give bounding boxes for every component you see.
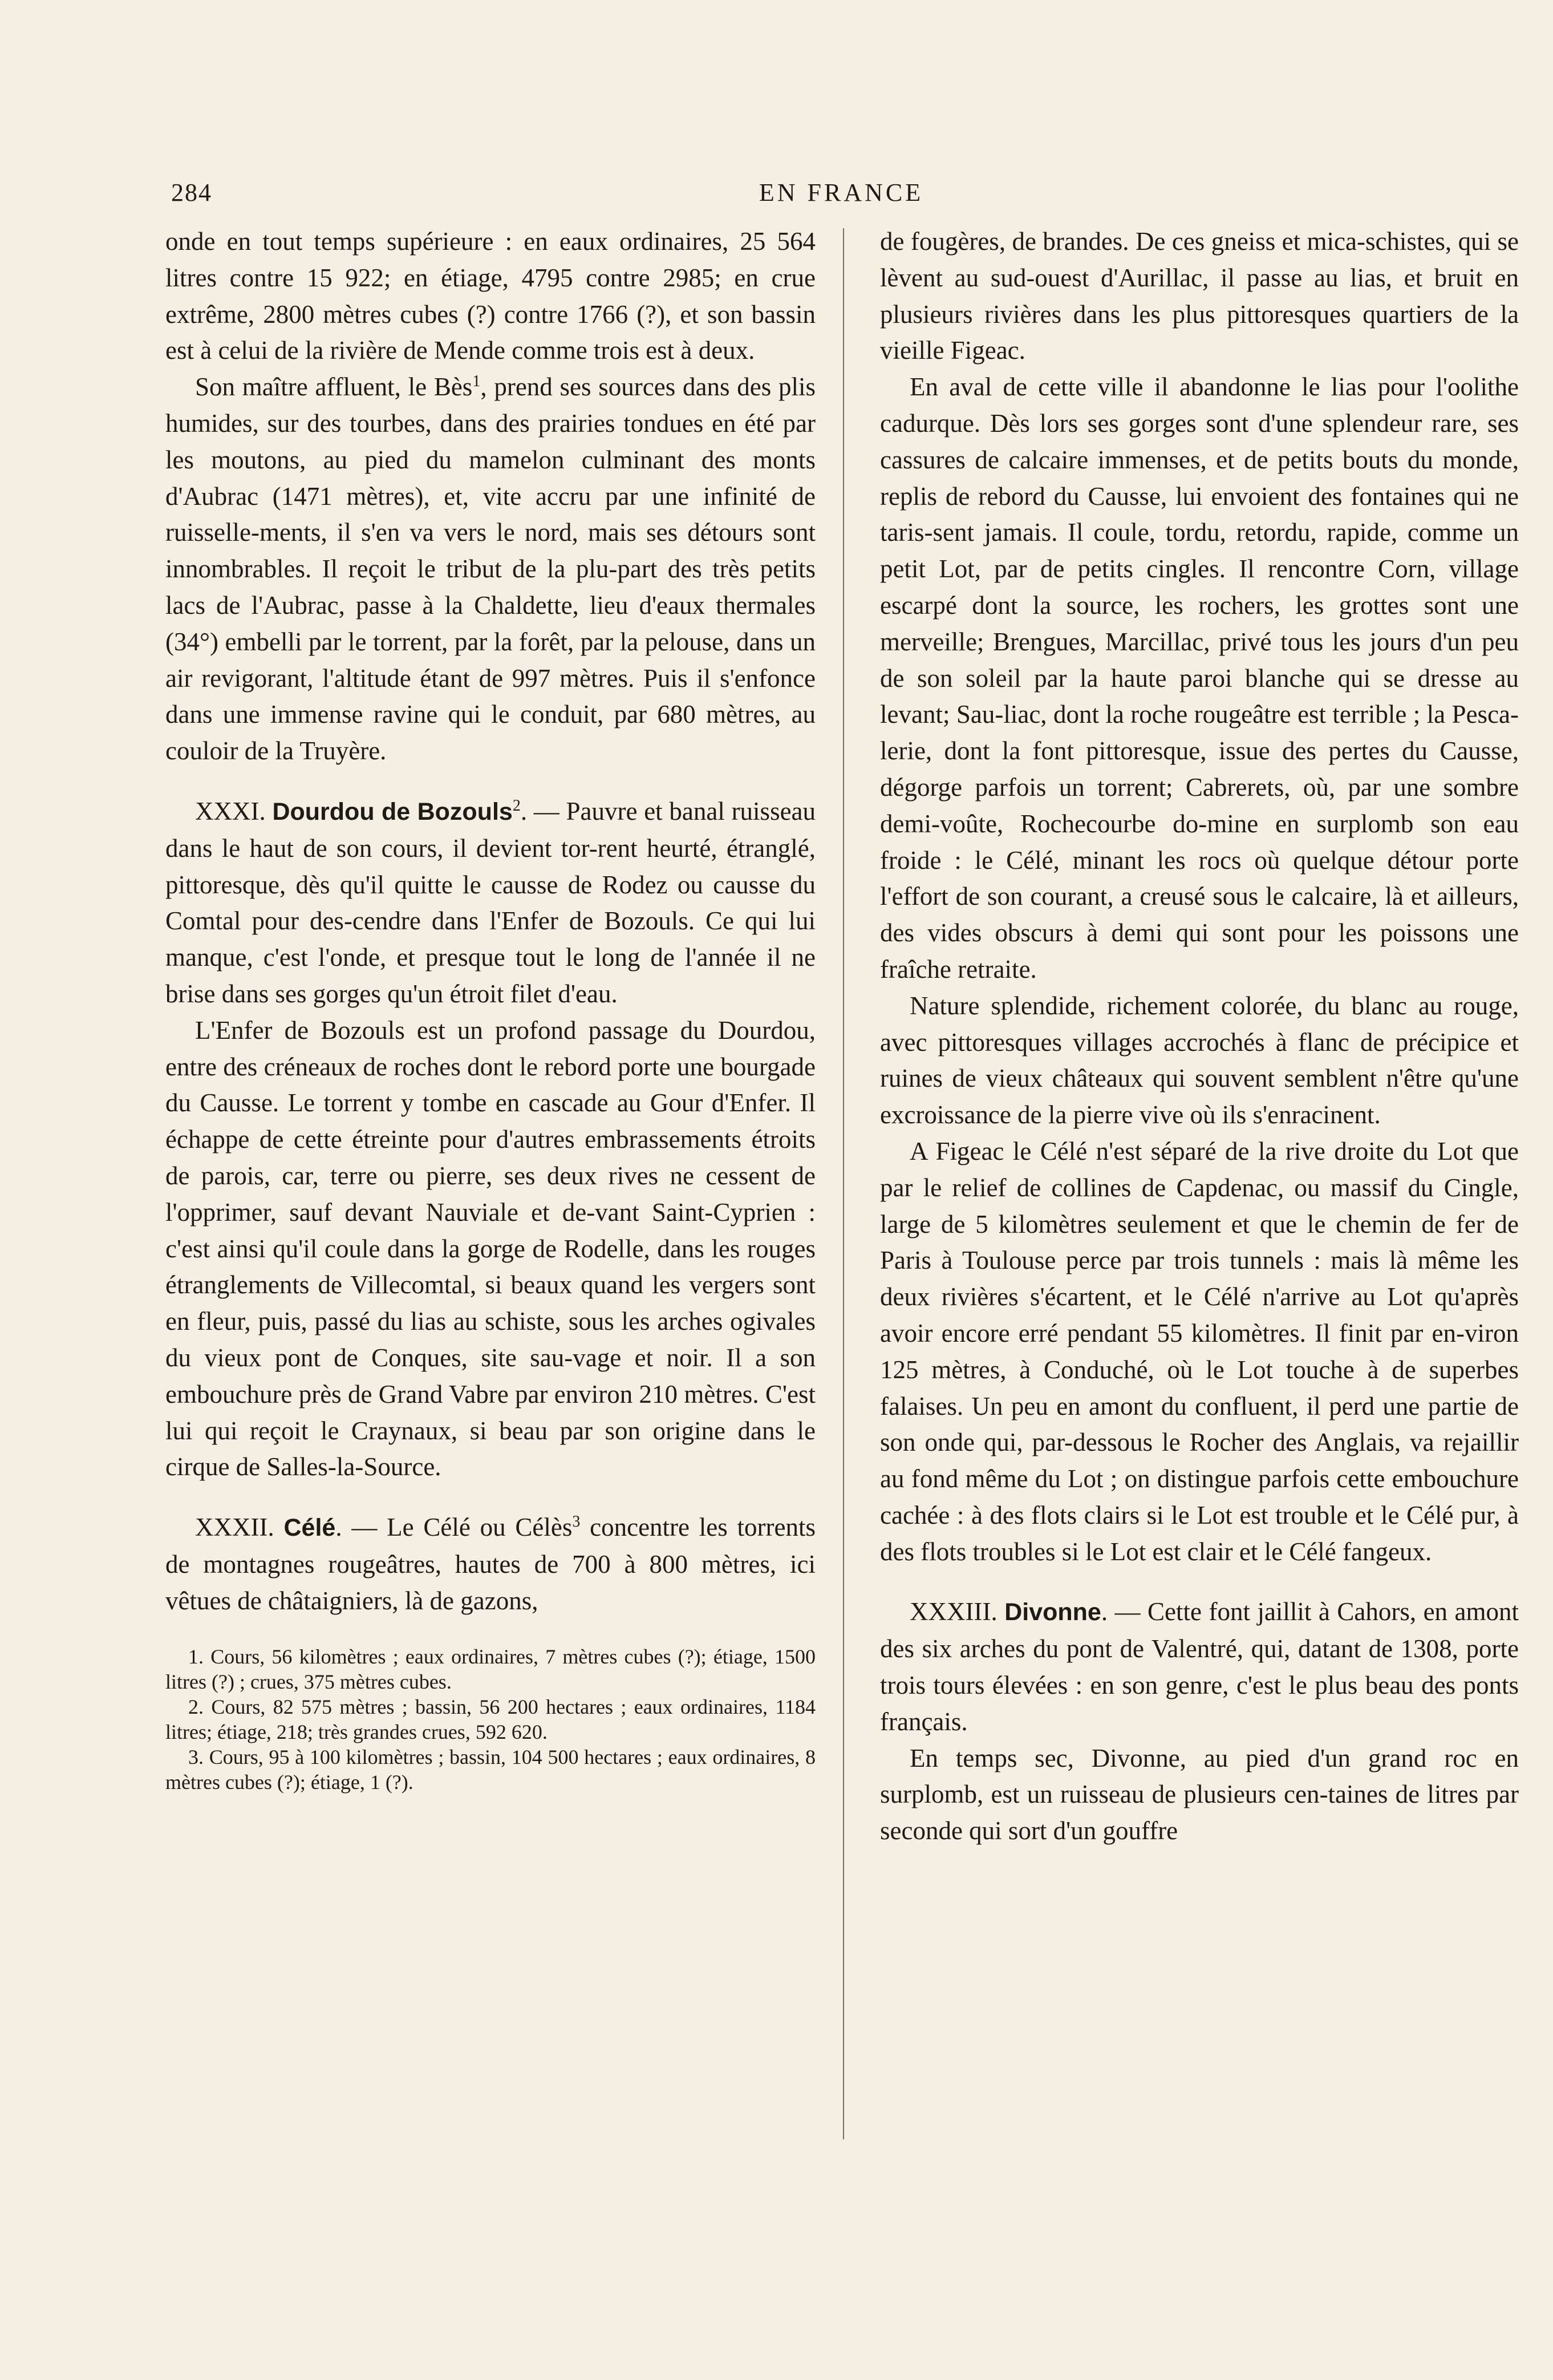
section-title: Célé [283, 1514, 336, 1542]
section-number: XXXI. [195, 796, 266, 825]
text-run: . — Le Célé ou Célès [335, 1513, 573, 1542]
paragraph: onde en tout temps supérieure : en eaux ordinaires, 25 564 litres contre 15 922; en étiage, 4795 contre 2985; en crue extrême, 2800 mètres cubes (?) contre 1766 (?), et son bassin est à celui de la rivière de Mende comme trois est à deux. [165, 227, 816, 365]
text-run: Son maître affluent, le Bès [195, 373, 473, 402]
text-run: . — Cette font jaillit à Cahors, en amont des six arches du pont de Valentré, qui, datant de 1308, porte trois tours élevées : en son genre, c'est le plus beau des ponts français. [880, 1597, 1519, 1736]
footnote-ref: 3 [572, 1513, 581, 1531]
section-title: Divonne [1004, 1598, 1101, 1626]
paragraph [165, 369, 816, 770]
column-divider [843, 228, 844, 2139]
paragraph: A Figeac le Célé n'est séparé de la rive droite du Lot que par le relief de collines de Capdenac, ou massif du Cingle, large de 5 kilomètres seulement et que le chemin de fer de Paris à Toulouse perce par trois tunnels : mais là même les deux rivières s'écartent, et le Célé n'arrive au Lot qu'après avoir encore erré pendant 55 kilomètres. Il finit par en-viron 125 mètres, à Conduché, où le Lot touche à de superbes falaises. Un peu en amont du confluent, il perd une partie de son onde qui, par-dessous le Rocher des Anglais, va rejaillir au fond même du Lot ; on distingue parfois cette embouchure cachée : à des flots clairs si le Lot est trouble et le Célé pur, à des flots troubles si le Lot est clair et le Célé fangeux. [880, 1136, 1519, 1566]
section-number: XXXII. [195, 1513, 274, 1542]
section-title: Dourdou de Bozouls [272, 798, 513, 825]
footnote: 2. Cours, 82 575 mètres ; bassin, 56 200 hectares ; eaux ordinaires, 1184 litres; étiage, 218; très grandes crues, 592 620. [165, 1695, 816, 1744]
paragraph: de fougères, de brandes. De ces gneiss et mica-schistes, qui se lèvent au sud-ouest d'Aurillac, il passe au lias, et bruit en plusieurs rivières dans les plus pittoresques quartiers de la vieille Figeac. [880, 227, 1519, 365]
paragraph: En aval de cette ville il abandonne le lias pour l'oolithe cadurque. Dès lors ses gorges sont d'une splendeur rare, ses cassures de calcaire immenses, et de petits bouts du monde, replis de rebord du Causse, lui envoient des fontaines qui ne taris-sent jamais. Il coule, tordu, retordu, rapide, comme un petit Lot, par de petits cingles. Il rencontre Corn, village escarpé dont la source, les rochers, les grottes sont une merveille; Brengues, Marcillac, privé tous les jours d'un peu de son soleil par la haute paroi blanche qui se dresse au levant; Sau-liac, dont la roche rougeâtre est terrible ; la Pesca-lerie, dont la font pittoresque, issue des pertes du Causse, dégorge parfois un torrent; Cabrerets, où, par une sombre demi-voûte, Rochecourbe do-mine en surplomb son eau froide : le Célé, minant les rocs où quelque détour porte l'effort de son courant, a creusé sous le calcaire, là et ailleurs, des vides obscurs à demi qui sont pour les poissons une fraîche retraite. [880, 373, 1519, 983]
running-title: EN FRANCE [759, 179, 924, 207]
left-column [165, 224, 816, 1795]
footnotes [165, 1644, 816, 1795]
footnote-ref: 1 [472, 373, 481, 391]
footnote: 3. Cours, 95 à 100 kilomètres ; bassin, 104 500 hectares ; eaux ordinaires, 8 mètres cubes (?); étiage, 1 (?). [165, 1746, 816, 1794]
text-run: , prend ses sources dans des plis humides, sur des tourbes, dans des prairies tondues en été par les moutons, au pied du mamelon culminant des monts d'Aubrac (1471 mètres), et, vite accru par une infinité de ruisselle-ments, il s'en va vers le nord, mais ses détours sont innombrables. Il reçoit le tribut de la plu-part des très petits lacs de l'Aubrac, passe à la Chaldette, lieu d'eaux thermales (34°) embelli par le torrent, par la forêt, par la pelouse, dans un air revigorant, l'altitude étant de 997 mètres. Puis il s'enfonce dans une immense ravine qui le conduit, par 680 mètres, au couloir de la Truyère. [165, 373, 816, 766]
text-run: concentre les torrents de montagnes rougeâtres, hautes de 700 à 800 mètres, ici vêtues de châtaigniers, là de gazons, [165, 1513, 816, 1615]
right-column [880, 224, 1519, 1849]
section-xxxii [165, 1509, 816, 1619]
text-run: . — Pauvre et banal ruisseau dans le haut de son cours, il devient tor-rent heurté, étranglé, pittoresque, dès qu'il quitte le causse de Rodez ou causse du Comtal pour des-cendre dans l'Enfer de Bozouls. Ce qui lui manque, c'est l'onde, et presque tout le long de l'année il ne brise dans ses gorges qu'un étroit filet d'eau. [165, 796, 816, 1008]
section-number: XXXIII. [910, 1597, 998, 1626]
paragraph: Nature splendide, richement colorée, du blanc au rouge, avec pittoresques villages accrochés à flanc de précipice et ruines de vieux châteaux qui souvent semblent n'être qu'une excroissance de la pierre vive où ils s'enracinent. [880, 991, 1519, 1130]
paragraph: En temps sec, Divonne, au pied d'un grand roc en surplomb, est un ruisseau de plusieurs cen-taines de litres par seconde qui sort d'un gouffre [880, 1743, 1519, 1845]
page-number: 284 [171, 179, 212, 207]
footnote: 1. Cours, 56 kilomètres ; eaux ordinaires, 7 mètres cubes (?); étiage, 1500 litres (?) ; crues, 375 mètres cubes. [165, 1645, 816, 1694]
page-header [171, 178, 1511, 212]
footnote-ref: 2 [512, 796, 521, 815]
paragraph: L'Enfer de Bozouls est un profond passage du Dourdou, entre des créneaux de roches dont le rebord porte une bourgade du Causse. Le torrent y tombe en cascade au Gour d'Enfer. Il échappe de cette étreinte pour d'autres embrassements étroits de parois, car, terre ou pierre, ses deux rives ne cessent de l'opprimer, sauf devant Nauviale et de-vant Saint-Cyprien : c'est ainsi qu'il coule dans la gorge de Rodelle, dans les rouges étranglements de Villecomtal, si beaux quand les vergers sont en fleur, puis, passé du lias au schiste, sous les arches ogivales du vieux pont de Conques, site sau-vage et noir. Il a son embouchure près de Grand Vabre par environ 210 mètres. C'est lui qui reçoit le Craynaux, si beau par son origine dans le cirque de Salles-la-Source. [165, 1015, 816, 1482]
section-xxxi [165, 794, 816, 1013]
section-xxxiii [880, 1594, 1519, 1740]
